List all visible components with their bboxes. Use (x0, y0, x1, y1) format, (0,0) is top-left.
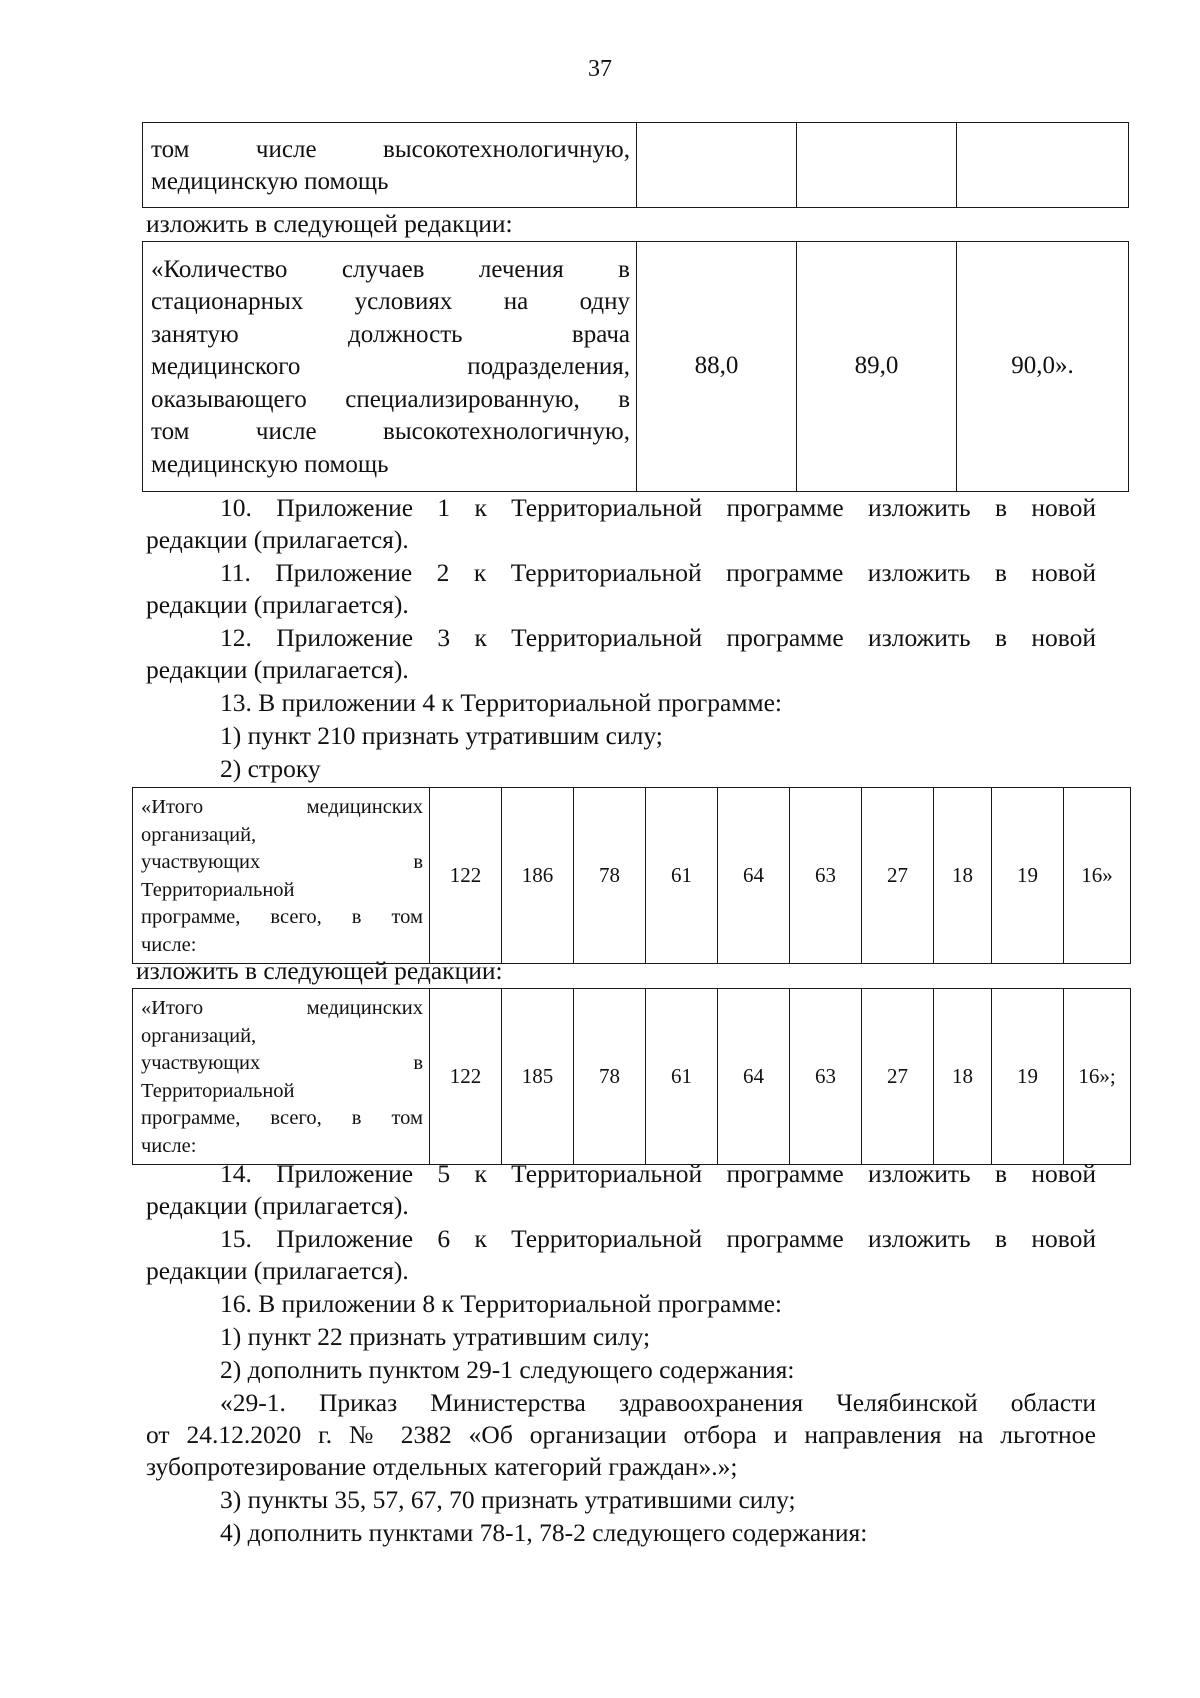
paragraph-line: 2) строку (220, 754, 321, 783)
paragraph-line: «29-1. Приказ Министерства здравоохранения Челябинской области (220, 1388, 1096, 1417)
desc-line: организаций, (141, 823, 257, 846)
desc-line: том числе высокотехнологичную, (151, 136, 630, 163)
desc-line: «Итого медицинских (141, 997, 423, 1019)
desc-line: организаций, (141, 1024, 257, 1047)
value-cell: 61 (646, 989, 718, 1165)
desc-line: программе, всего, в том (141, 1107, 423, 1129)
value-cell: 18 (934, 989, 992, 1165)
paragraph-line: редакции (прилагается). (146, 525, 409, 554)
new-edition-phrase: изложить в следующей редакции: (146, 209, 513, 238)
new-totals-table (132, 988, 1131, 1165)
desc-line: числе: (141, 1134, 197, 1157)
desc-line: стационарных условиях на одну (151, 288, 630, 316)
paragraph-line: 12. Приложение 3 к Территориальной программе изложить в новой (220, 623, 1096, 652)
value-cell: 186 (502, 788, 574, 964)
empty-cell (797, 123, 957, 208)
value-cell: 90,0». (957, 242, 1129, 492)
value-cell: 78 (574, 788, 646, 964)
desc-line: «Количество случаев лечения в (151, 255, 630, 283)
page-number: 37 (588, 56, 612, 82)
desc-line: медицинскую помощь (151, 450, 389, 478)
paragraph-line: редакции (прилагается). (146, 1256, 409, 1285)
desc-line: оказывающего специализированную, в (151, 385, 630, 413)
value-cell: 63 (790, 788, 862, 964)
value-cell: 122 (430, 989, 502, 1165)
paragraph-line: 16. В приложении 8 к Территориальной программе: (220, 1289, 783, 1318)
row-description (143, 242, 637, 492)
row-description (133, 788, 430, 964)
desc-line: программе, всего, в том (141, 906, 423, 928)
paragraph-line: 13. В приложении 4 к Территориальной программе: (220, 688, 783, 717)
paragraph-line: 1) пункт 210 признать утратившим силу; (220, 721, 663, 750)
value-cell: 19 (992, 989, 1064, 1165)
row-description (133, 989, 430, 1165)
empty-cell (957, 123, 1129, 208)
value-cell: 27 (862, 788, 934, 964)
old-totals-table (132, 787, 1131, 964)
value-cell: 78 (574, 989, 646, 1165)
desc-line: медицинскую помощь (151, 168, 389, 195)
desc-line: участвующих в (141, 1052, 423, 1074)
row-description (143, 123, 637, 208)
desc-line: участвующих в (141, 851, 423, 873)
paragraph-line: 14. Приложение 5 к Территориальной программе изложить в новой (220, 1159, 1096, 1188)
paragraph-line: 3) пункты 35, 57, 67, 70 признать утратившими силу; (220, 1485, 796, 1514)
paragraph-line: 15. Приложение 6 к Территориальной программе изложить в новой (220, 1224, 1096, 1253)
desc-line: Территориальной (141, 878, 295, 901)
desc-line: «Итого медицинских (141, 796, 423, 818)
value-cell: 18 (934, 788, 992, 964)
paragraph-line: редакции (прилагается). (146, 655, 409, 684)
table-row (143, 123, 1129, 208)
new-edition-phrase: изложить в следующей редакции: (136, 956, 503, 985)
value-cell: 19 (992, 788, 1064, 964)
table-row (133, 788, 1131, 964)
paragraph-line: 11. Приложение 2 к Территориальной программе изложить в новой (220, 558, 1096, 587)
value-cell: 64 (718, 989, 790, 1165)
desc-line: медицинского подразделения, (151, 353, 630, 381)
value-cell: 64 (718, 788, 790, 964)
desc-line: занятую должность врача (151, 320, 630, 348)
paragraph-line: редакции (прилагается). (146, 590, 409, 619)
paragraph-line: редакции (прилагается). (146, 1191, 409, 1220)
value-cell: 61 (646, 788, 718, 964)
paragraph-line: 4) дополнить пунктами 78-1, 78-2 следующего содержания: (220, 1518, 868, 1547)
desc-line: Территориальной (141, 1079, 295, 1102)
value-cell: 88,0 (637, 242, 797, 492)
desc-line: числе: (141, 933, 197, 956)
table-row (133, 989, 1131, 1165)
paragraph-line: 2) дополнить пунктом 29-1 следующего содержания: (220, 1355, 795, 1384)
value-cell: 63 (790, 989, 862, 1165)
paragraph-line: 1) пункт 22 признать утратившим силу; (220, 1322, 651, 1351)
new-row-table (142, 241, 1129, 492)
table-row (143, 242, 1129, 492)
old-row-tail-table (142, 122, 1129, 208)
value-cell: 16»; (1064, 989, 1131, 1165)
value-cell: 27 (862, 989, 934, 1165)
desc-line: том числе высокотехнологичную, (151, 418, 630, 446)
paragraph-line: 10. Приложение 1 к Территориальной программе изложить в новой (220, 493, 1096, 522)
empty-cell (637, 123, 797, 208)
value-cell: 122 (430, 788, 502, 964)
value-cell: 16» (1064, 788, 1131, 964)
value-cell: 89,0 (797, 242, 957, 492)
value-cell: 185 (502, 989, 574, 1165)
paragraph-line: от 24.12.2020 г. № 2382 «Об организации отбора и направления на льготное (146, 1420, 1096, 1449)
paragraph-line: зубопротезирование отдельных категорий граждан».»; (146, 1452, 738, 1481)
